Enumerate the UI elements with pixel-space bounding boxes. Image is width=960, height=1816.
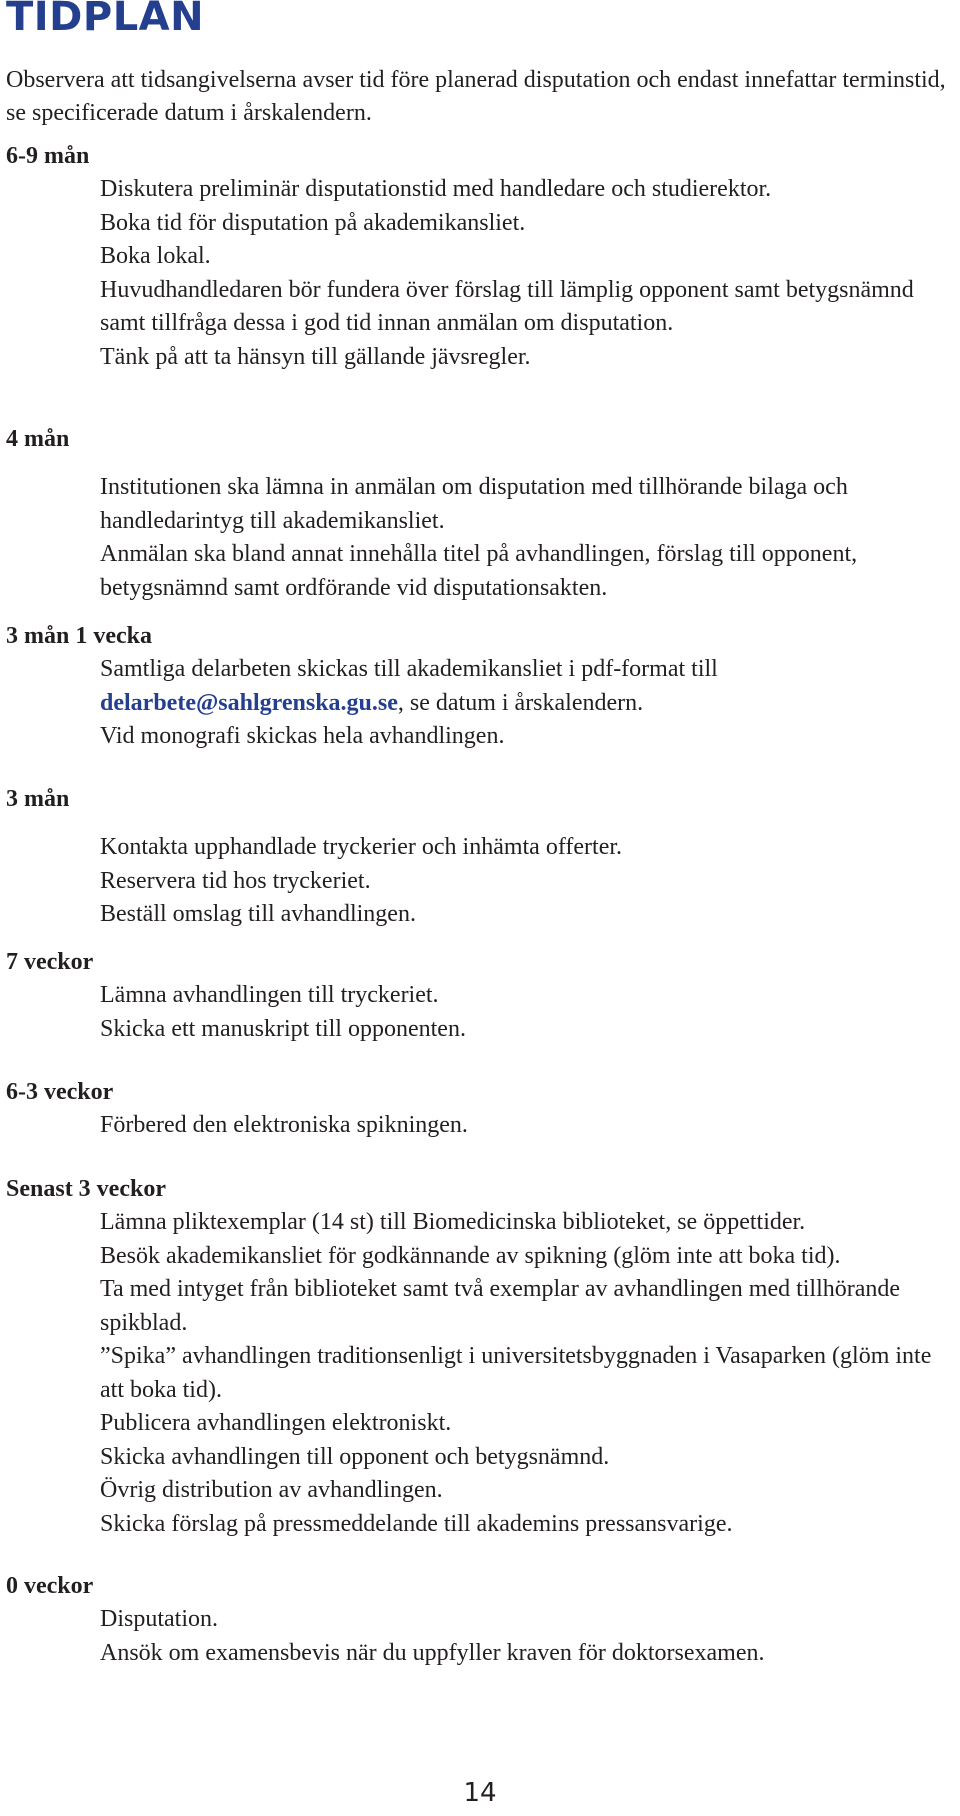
section-label: 3 mån (6, 786, 70, 812)
list-item: Diskutera preliminär disputationstid med handledare och studierektor. (100, 176, 772, 202)
email-link[interactable]: delarbete@sahlgrenska.gu.se (100, 689, 398, 716)
list-item: Anmälan ska bland annat innehålla titel på avhandlingen, förslag till opponent, betygsnämnd samt ordförande vid disputationsakten. (100, 541, 858, 601)
list-item: Besök akademikansliet för godkännande av spikning (glöm inte att boka tid). (100, 1242, 841, 1269)
list-item: ”Spika” avhandlingen traditionsenligt i universitetsbyggnaden i Vasaparken (glöm inte att boka tid). (100, 1343, 932, 1403)
intro-paragraph: Observera att tidsangivelserna avser tid före planerad disputation och endast innefattar terminstid, se specificerade datum i årskalendern. (6, 67, 946, 126)
list-item: Ansök om examensbevis när du uppfyller kraven för doktorsexamen. (100, 1639, 765, 1666)
section-6-3-veckor (6, 1076, 956, 1143)
section-label: 6-3 veckor (6, 1079, 114, 1105)
list-item: Förbered den elektroniska spikningen. (100, 1112, 468, 1138)
section-3-man (6, 783, 956, 932)
list-item: Disputation. (100, 1606, 218, 1632)
list-item: Övrig distribution av avhandlingen. (100, 1477, 443, 1503)
section-senast-3-veckor (6, 1173, 956, 1541)
list-item: Skicka avhandlingen till opponent och betygsnämnd. (100, 1443, 610, 1470)
list-item: Ta med intyget från biblioteket samt två exemplar av avhandlingen med tillhörande spikblad. (100, 1276, 901, 1336)
section-6-9-man (6, 140, 956, 374)
list-item: Publicera avhandlingen elektroniskt. (100, 1410, 452, 1436)
list-item: Kontakta upphandlade tryckerier och inhämta offerter. (100, 834, 623, 860)
list-item: Skicka förslag på pressmeddelande till akademins pressansvarige. (100, 1510, 733, 1537)
section-7-veckor (6, 946, 956, 1046)
section-3-man-1-vecka (6, 620, 956, 754)
list-item: Lämna avhandlingen till tryckeriet. (100, 982, 439, 1008)
list-item: Vid monografi skickas hela avhandlingen. (100, 723, 505, 749)
list-item: Reservera tid hos tryckeriet. (100, 867, 371, 894)
list-item: Tänk på att ta hänsyn till gällande jävsregler. (100, 343, 531, 370)
list-item: Samtliga delarbeten skickas till akademikansliet i pdf-format till (100, 656, 718, 682)
section-label: 0 veckor (6, 1573, 94, 1599)
list-item: Boka lokal. (100, 243, 211, 269)
list-item: Lämna pliktexemplar (14 st) till Biomedicinska biblioteket, se öppettider. (100, 1209, 806, 1235)
section-label: Senast 3 veckor (6, 1176, 166, 1202)
page-title: TIDPLAN (6, 0, 205, 40)
email-suffix-text: , se datum i årskalendern. (397, 689, 644, 716)
section-label: 4 mån (6, 426, 70, 452)
section-label: 3 mån 1 vecka (6, 623, 152, 649)
section-0-veckor (6, 1570, 956, 1670)
list-item: Boka tid för disputation på akademikansliet. (100, 209, 526, 236)
list-item-email-line (100, 687, 956, 721)
section-label: 7 veckor (6, 949, 94, 975)
page-number: 14 (463, 1778, 497, 1808)
list-item: Skicka ett manuskript till opponenten. (100, 1015, 466, 1042)
list-item: Huvudhandledaren bör fundera över förslag till lämplig opponent samt betygsnämnd samt tillfråga dessa i god tid innan anmälan om disputation. (100, 276, 914, 336)
list-item: Institutionen ska lämna in anmälan om disputation med tillhörande bilaga och handledarintyg till akademikansliet. (100, 474, 848, 534)
section-4-man (6, 423, 956, 605)
list-item: Beställ omslag till avhandlingen. (100, 901, 416, 927)
section-label: 6-9 mån (6, 143, 90, 169)
